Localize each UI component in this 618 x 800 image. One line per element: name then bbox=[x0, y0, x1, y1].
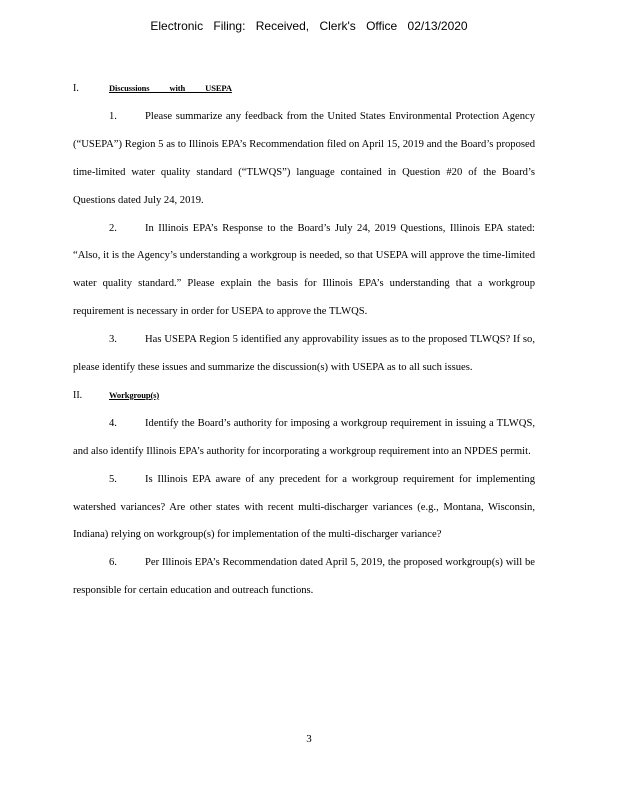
question-number: 2. bbox=[109, 222, 117, 234]
section-heading-discussions bbox=[73, 75, 535, 103]
question-number: 4. bbox=[109, 417, 117, 429]
question-paragraph bbox=[73, 410, 535, 466]
question-number: 3. bbox=[109, 334, 117, 346]
page-number: 3 bbox=[306, 733, 312, 745]
document-body bbox=[73, 75, 535, 605]
electronic-filing-header: Electronic Filing: Received, Clerk's Office 02/13/2020 bbox=[150, 19, 468, 33]
question-paragraph bbox=[73, 466, 535, 550]
question-text: Is Illinois EPA aware of any precedent for a workgroup requirement for implementing watershed variances? Are other states with recent multi-discharger variances (e.g., Montana, Wisconsin, Indiana) relying on workgroup(s) for implementation of the multi-discharger variance? bbox=[73, 473, 535, 541]
question-text: Please summarize any feedback from the United States Environmental Protection Agency (“USEPA”) Region 5 as to Illinois EPA’s Recommendation filed on April 15, 2019 and the Board’s proposed time-limited water quality standard (“TLWQS”) language contained in Question #20 of the Board’s Questions dated July 24, 2019. bbox=[73, 110, 535, 206]
question-number: 5. bbox=[109, 473, 117, 485]
question-text: In Illinois EPA’s Response to the Board’s July 24, 2019 Questions, Illinois EPA stated: “Also, it is the Agency’s understanding a workgroup is needed, so that USEPA will approve the time-limited water quality standard.” Please explain the basis for Illinois EPA’s understanding that a workgroup requirement is necessary in order for USEPA to approve the TLWQS. bbox=[73, 222, 535, 318]
question-text: Has USEPA Region 5 identified any approvability issues as to the proposed TLWQS? If so, please identify these issues and summarize the discussion(s) with USEPA as to all such issues. bbox=[73, 334, 535, 374]
section-number: II. bbox=[73, 389, 83, 401]
section-title: Discussions with USEPA bbox=[109, 83, 232, 93]
section-title: Workgroup(s) bbox=[109, 389, 160, 400]
question-paragraph bbox=[73, 549, 535, 605]
question-text: Per Illinois EPA’s Recommendation dated April 5, 2019, the proposed workgroup(s) will be responsible for certain education and outreach functions. bbox=[73, 557, 535, 597]
question-paragraph bbox=[73, 326, 535, 382]
question-number: 1. bbox=[109, 110, 117, 122]
question-text: Identify the Board’s authority for imposing a workgroup requirement in issuing a TLWQS, and also identify Illinois EPA’s authority for incorporating a workgroup requirement into an NPDES permit. bbox=[73, 417, 535, 457]
section-number: I. bbox=[73, 83, 79, 94]
question-paragraph bbox=[73, 103, 535, 215]
question-number: 6. bbox=[109, 557, 117, 569]
section-heading-workgroups bbox=[73, 382, 535, 410]
question-paragraph bbox=[73, 215, 535, 327]
